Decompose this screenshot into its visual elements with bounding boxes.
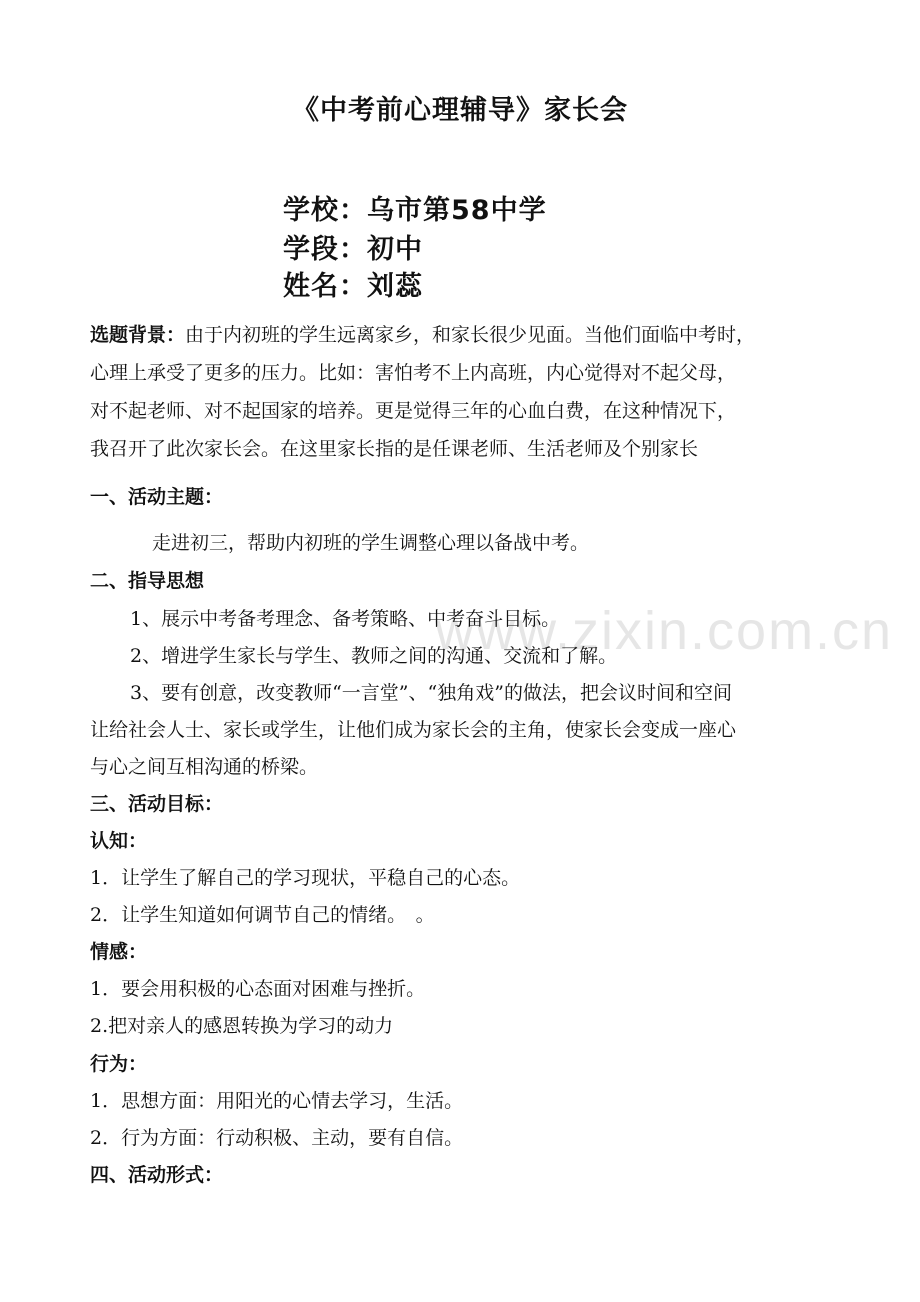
cognition-item-1: 1．让学生了解自己的学习现状，平稳自己的心态。 xyxy=(90,867,521,889)
section3-heading: 三、活动目标： xyxy=(90,793,224,815)
watermark: www.zixin.com.cn xyxy=(435,601,894,661)
background-text-2: 心理上承受了更多的压力。比如：害怕考不上内高班，内心觉得对不起父母， xyxy=(90,362,737,384)
emotion-label: 情感： xyxy=(90,941,148,963)
section2-heading: 二、指导思想 xyxy=(90,570,205,592)
section1-heading: 一、活动主题： xyxy=(90,486,224,508)
section2-item-3-line-2: 让给社会人士、家长或学生，让他们成为家长会的主角，使家长会变成一座心 xyxy=(90,719,737,741)
behavior-label: 行为： xyxy=(90,1053,148,1075)
section1-text: 走进初三，帮助内初班的学生调整心理以备战中考。 xyxy=(152,532,590,554)
emotion-item-2: 2.把对亲人的感恩转换为学习的动力 xyxy=(90,1015,394,1037)
section4-heading: 四、活动形式： xyxy=(90,1164,224,1186)
behavior-item-2: 2．行为方面：行动积极、主动，要有自信。 xyxy=(90,1127,464,1149)
document-title: 《中考前心理辅导》家长会 xyxy=(292,95,628,126)
school-info: 学校：乌市第58中学 xyxy=(283,195,547,226)
section2-item-2: 2、增进学生家长与学生、教师之间的沟通、交流和了解。 xyxy=(130,645,618,667)
stage-info: 学段：初中 xyxy=(283,234,423,265)
emotion-item-1: 1．要会用积极的心态面对困难与挫折。 xyxy=(90,978,426,1000)
section2-item-3-line-1: 3、要有创意，改变教师“一言堂”、“独角戏”的做法，把会议时间和空间 xyxy=(130,682,732,704)
section2-item-3-line-3: 与心之间互相沟通的桥梁。 xyxy=(90,756,319,778)
cognition-label: 认知： xyxy=(90,830,148,852)
section2-item-1: 1、展示中考备考理念、备考策略、中考奋斗目标。 xyxy=(130,608,561,630)
cognition-item-2: 2．让学生知道如何调节自己的情绪。 。 xyxy=(90,904,435,926)
behavior-item-1: 1．思想方面：用阳光的心情去学习，生活。 xyxy=(90,1090,464,1112)
author-info: 姓名：刘蕊 xyxy=(283,271,423,302)
background-text-1: 由于内初班的学生远离家乡，和家长很少见面。当他们面临中考时， xyxy=(185,324,756,346)
background-text-3: 对不起老师、对不起国家的培养。更是觉得三年的心血白费，在这种情况下， xyxy=(90,400,737,422)
background-label: 选题背景： xyxy=(90,324,186,346)
background-text-4: 我召开了此次家长会。在这里家长指的是任课老师、生活老师及个别家长 xyxy=(90,438,699,460)
background-paragraph-line-1 xyxy=(90,320,840,347)
